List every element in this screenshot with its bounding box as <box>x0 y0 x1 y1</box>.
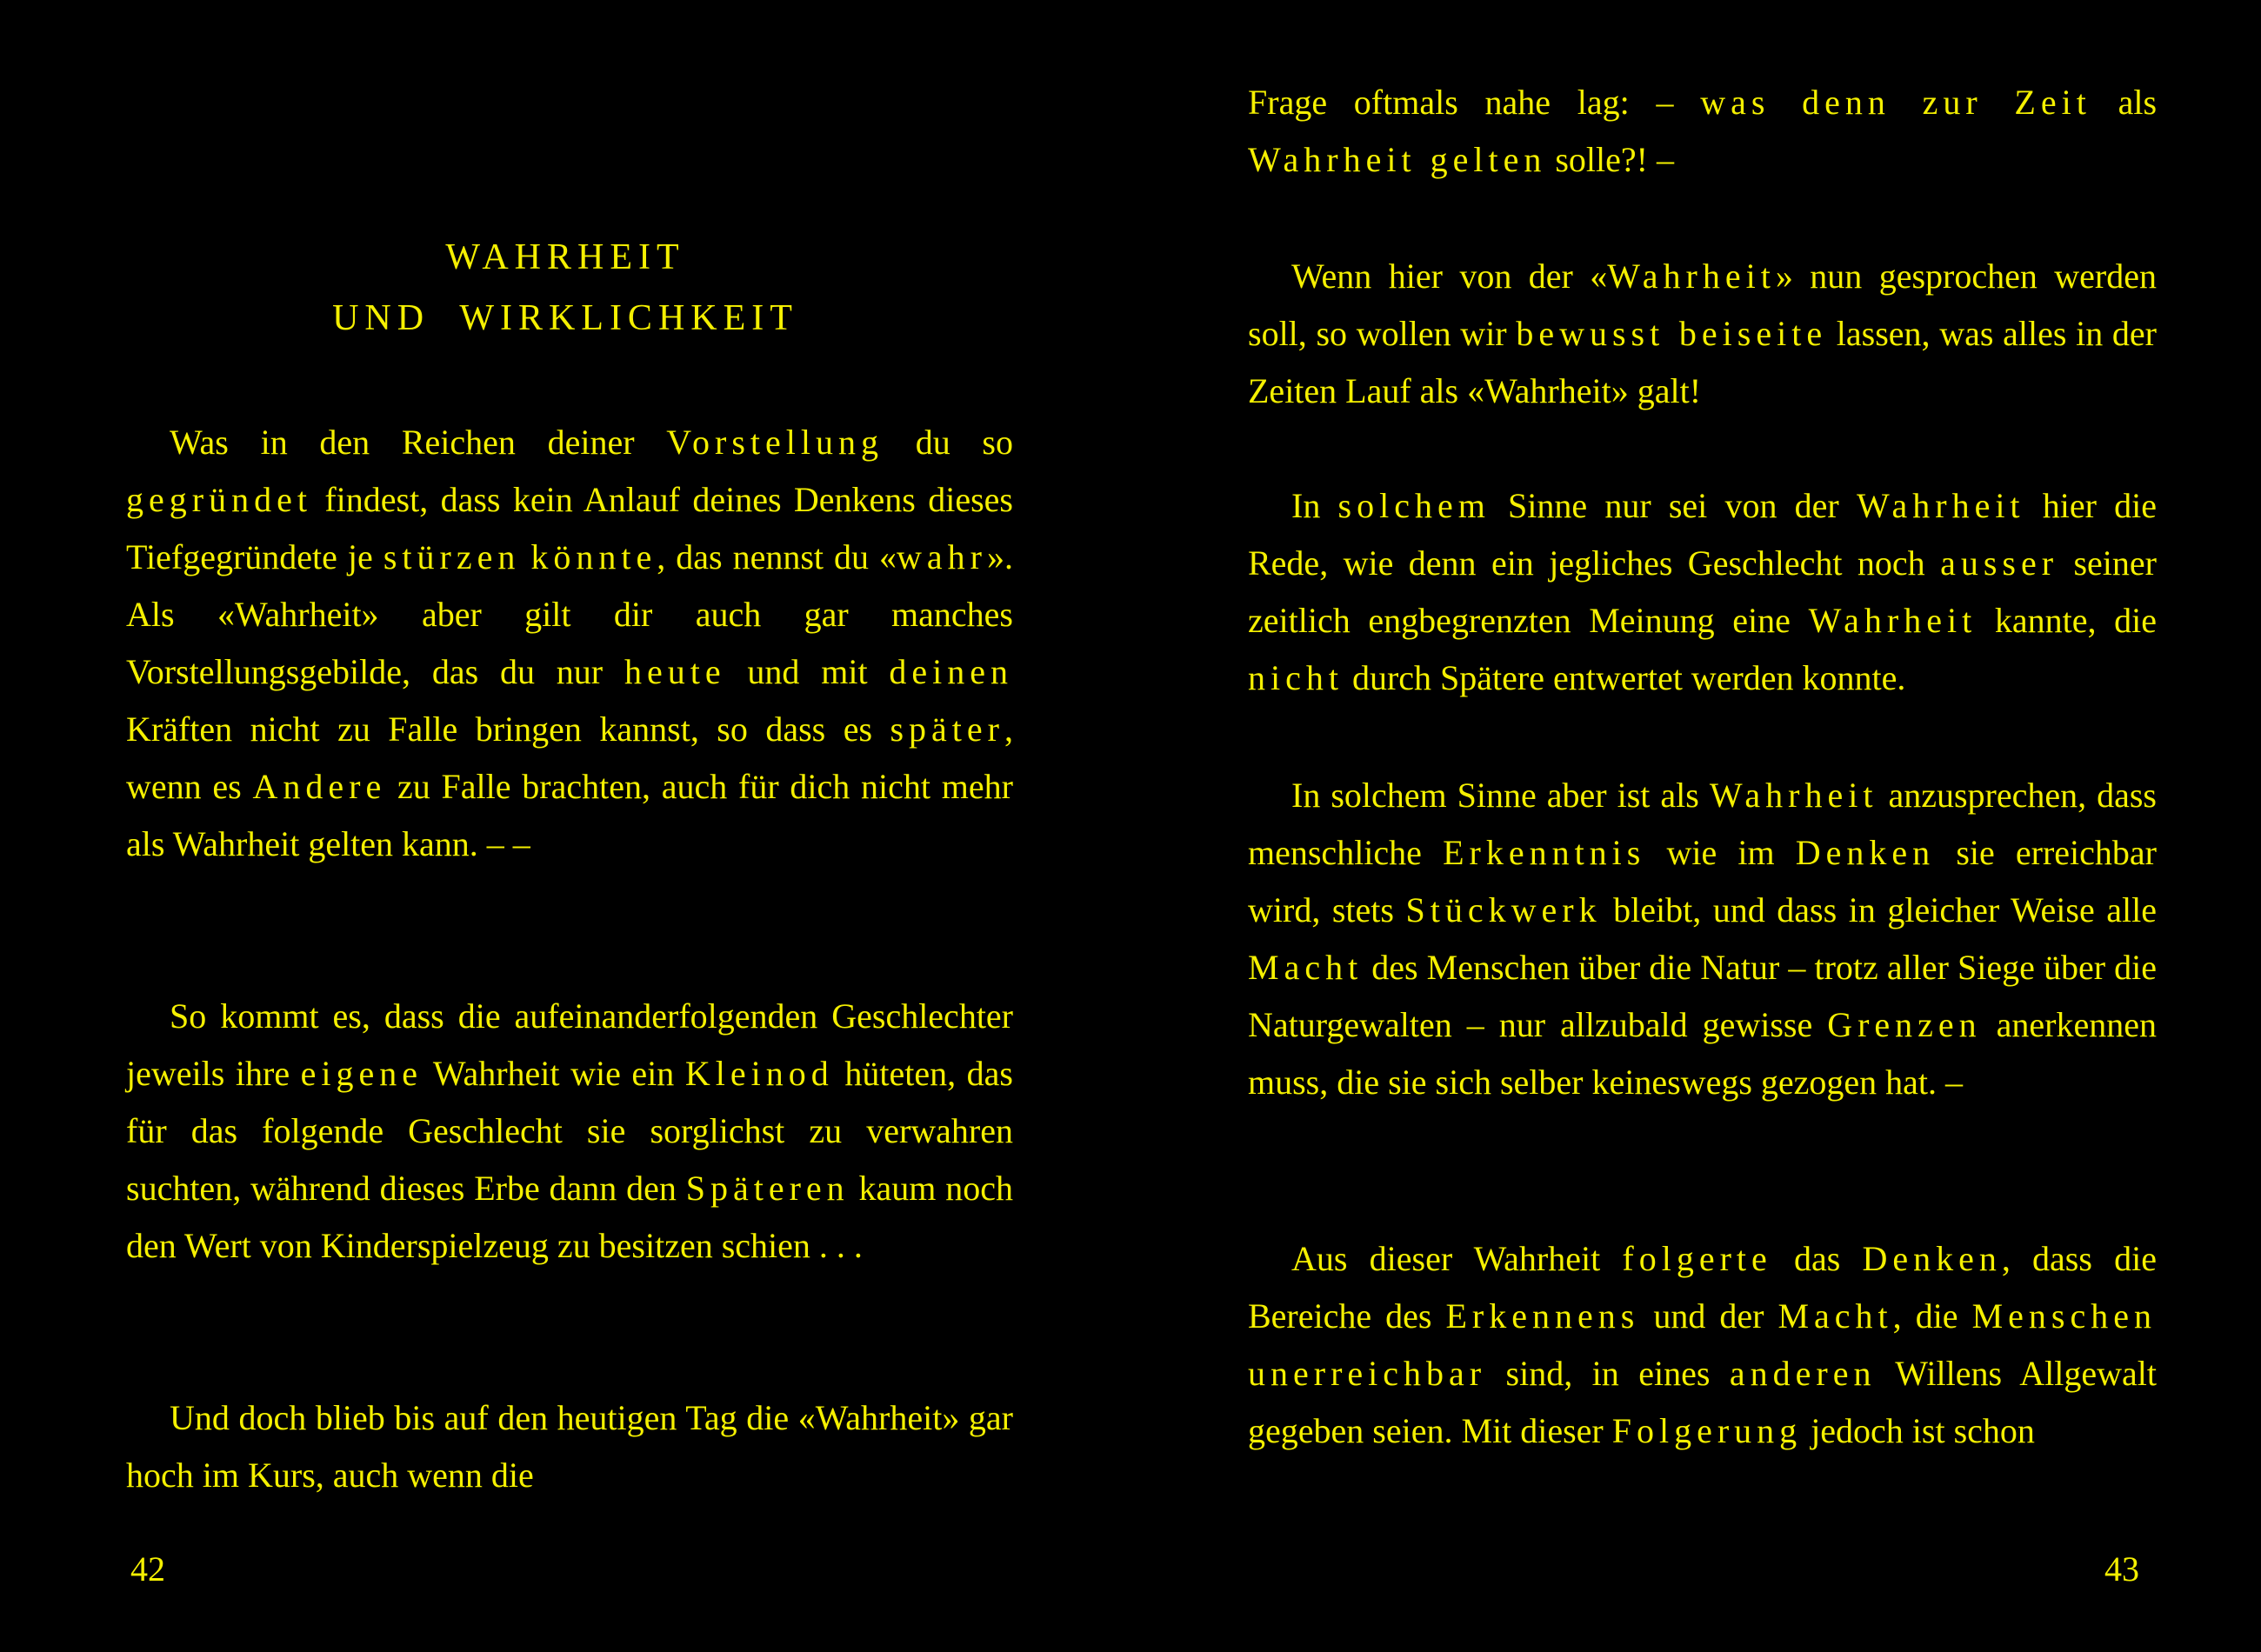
paragraph-2: In solchem Sinne nur sei von der Wahrheit hier die Rede, wie denn ein jegliches Geschlecht noch ausser seiner zeitlich engbegrenzten Meinung eine Wahrheit kannte, die nicht durch Spätere entwertet werden konnte. <box>1248 486 2157 697</box>
right-page <box>1244 0 2165 1652</box>
paragraph-1: Wenn hier von der «Wahrheit» nun gesprochen werden soll, so wollen wir bewusst beiseite lassen, was alles in der Zeiten Lauf als «Wahrheit» galt! <box>1248 256 2157 410</box>
paragraph-4: Aus dieser Wahrheit folgerte das Denken, dass die Bereiche des Erkennens und der Macht, die Menschen unerreichbar sind, in eines anderen Willens Allgewalt gegeben seien. Mit dieser Folgerung jedoch ist schon <box>1248 1239 2158 1450</box>
left-page <box>122 0 1014 1652</box>
paragraph-1: Was in den Reichen deiner Vorstellung du so gegründet findest, dass kein Anlauf deines Denkens dieses Tiefgegründete je stürzen könnte, das nennst du «wahr». Als «Wahrheit» aber gilt dir auch gar manches Vorstellungsgebilde, das du nur heute und mit deinen Kräften nicht zu Falle bringen kannst, so dass es später, wenn es Andere zu Falle brachten, auch für dich nicht mehr als Wahrheit gelten kann. – – <box>126 423 1014 863</box>
chapter-title-line2: UND WIRKLICHKEIT <box>332 298 798 338</box>
page-number: 43 <box>2104 1549 2139 1589</box>
chapter-title-line1: WAHRHEIT <box>445 237 685 277</box>
paragraph-2: So kommt es, dass die aufeinanderfolgenden Geschlechter jeweils ihre eigene Wahrheit wie ein Kleinod hüteten, das für das folgende Geschlecht sie sorglichst zu verwahren suchten, während dieses Erbe dann den Späteren kaum noch den Wert von Kinderspielzeug zu besitzen schien . . . <box>126 996 1013 1265</box>
paragraph-3: Und doch blieb bis auf den heutigen Tag die «Wahrheit» gar hoch im Kurs, auch wenn die <box>126 1398 1013 1495</box>
page-number: 42 <box>130 1549 165 1589</box>
paragraph-continuation: Frage oftmals nahe lag: – was denn zur Zeit als Wahrheit gelten solle?! – <box>1248 83 2158 179</box>
paragraph-3: In solchem Sinne aber ist als Wahrheit anzusprechen, dass menschliche Erkenntnis wie im Denken sie erreichbar wird, stets Stückwerk bleibt, und dass in gleicher Weise alle Macht des Menschen über die Natur – trotz aller Siege über die Naturgewalten – nur allzubald gewisse Grenzen anerkennen muss, die sie sich selber keineswegs gezogen hat. – <box>1248 776 2158 1102</box>
